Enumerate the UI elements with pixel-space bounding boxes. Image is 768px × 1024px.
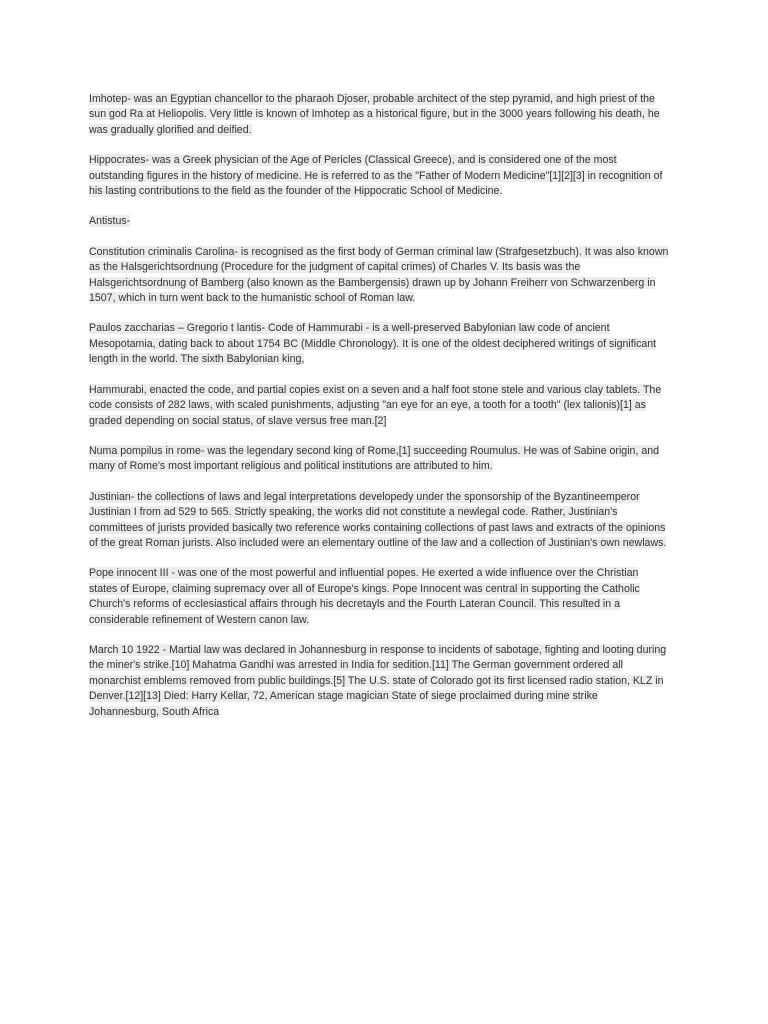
document-page <box>89 92 669 735</box>
paragraph-pope-innocent: Pope innocent III - was one of the most powerful and influential popes. He exerted a wide influence over the Christian states of Europe, claiming supremacy over all of Europe's kings. Pope Innocent was central in supporting the Catholic Church's reforms of ecclesiastical affairs through his decretayls and the Fourth Lateran Council. This resulted in a considerable refinement of Western canon law. <box>89 567 640 626</box>
paragraph-imhotep: Imhotep- was an Egyptian chancellor to the pharaoh Djoser, probable architect of the step pyramid, and high priest of the sun god Ra at Heliopolis. Very little is known of Imhotep as a historical figure, but in the 3000 years following his death, he was gradually glorified and deified. <box>89 93 660 136</box>
paragraph-antistus: Antistus- <box>89 215 131 228</box>
paragraph-hippocrates: Hippocrates- was a Greek physician of the Age of Pericles (Classical Greece), and is considered one of the most outstanding figures in the history of medicine. He is referred to as the "Father of Modern Medicine"[1][2][3] in recognition of his lasting contributions to the field as the founder of the Hippocratic School of Medicine. <box>89 154 663 198</box>
paragraph-constitution-criminalis-carolina: Constitution criminalis Carolina- is recognised as the first body of German criminal law (Strafgesetzbuch). It was also known as the Halsgerichtsordnung (Procedure for the judgment of capital crimes) of Charles V. Its basis was the Halsgerichtsordnung of Bamberg (also known as the Bambergensis) drawn up by Johann Freiherr von Schwarzenberg in 1507, which in turn went back to the humanistic school of Roman law. <box>89 245 669 305</box>
paragraph-hammurabi: Hammurabi, enacted the code, and partial copies exist on a seven and a half foot stone stele and various clay tablets. The code consists of 282 laws, with scaled punishments, adjusting "an eye for an eye, a tooth for a tooth" (lex talionis)[1] as graded depending on social status, of slave versus free man.[2] <box>89 383 662 427</box>
paragraph-numa-pompilus: Numa pompilus in rome- was the legendary second king of Rome,[1] succeeding Roumulus. He was of Sabine origin, and many of Rome's most important religious and political institutions are attributed to him. <box>89 444 660 473</box>
paragraph-justinian: Justinian- the collections of laws and legal interpretations developedy under the sponsorship of the Byzantineemperor Justinian I from ad 529 to 565. Strictly speaking, the works did not constitute a newlegal code. Rather, Justinian's committees of jurists provided basically two reference works containing collections of past laws and extracts of the opinions of the great Roman jurists. Also included were an elementary outline of the law and a collection of Justinian's own newlaws. <box>89 490 667 549</box>
paragraph-march-1922: March 10 1922 - Martial law was declared in Johannesburg in response to incidents of sabotage, fighting and looting during the miner's strike.[10] Mahatma Gandhi was arrested in India for sedition.[11] The German government ordered all monarchist emblems removed from public buildings.[5] The U.S. state of Colorado got its first licensed radio station, KLZ in Denver.[12][13] Died: Harry Kellar, 72, American stage magician State of siege proclaimed during mine strike Johannesburg, South Africa <box>89 643 667 718</box>
paragraph-code-of-hammurabi: Paulos zaccharias – Gregorio t lantis- Code of Hammurabi - is a well-preserved Babylonian law code of ancient Mesopotamia, dating back to about 1754 BC (Middle Chronology). It is one of the oldest deciphered writings of significant length in the world. The sixth Babylonian king, <box>89 322 657 366</box>
